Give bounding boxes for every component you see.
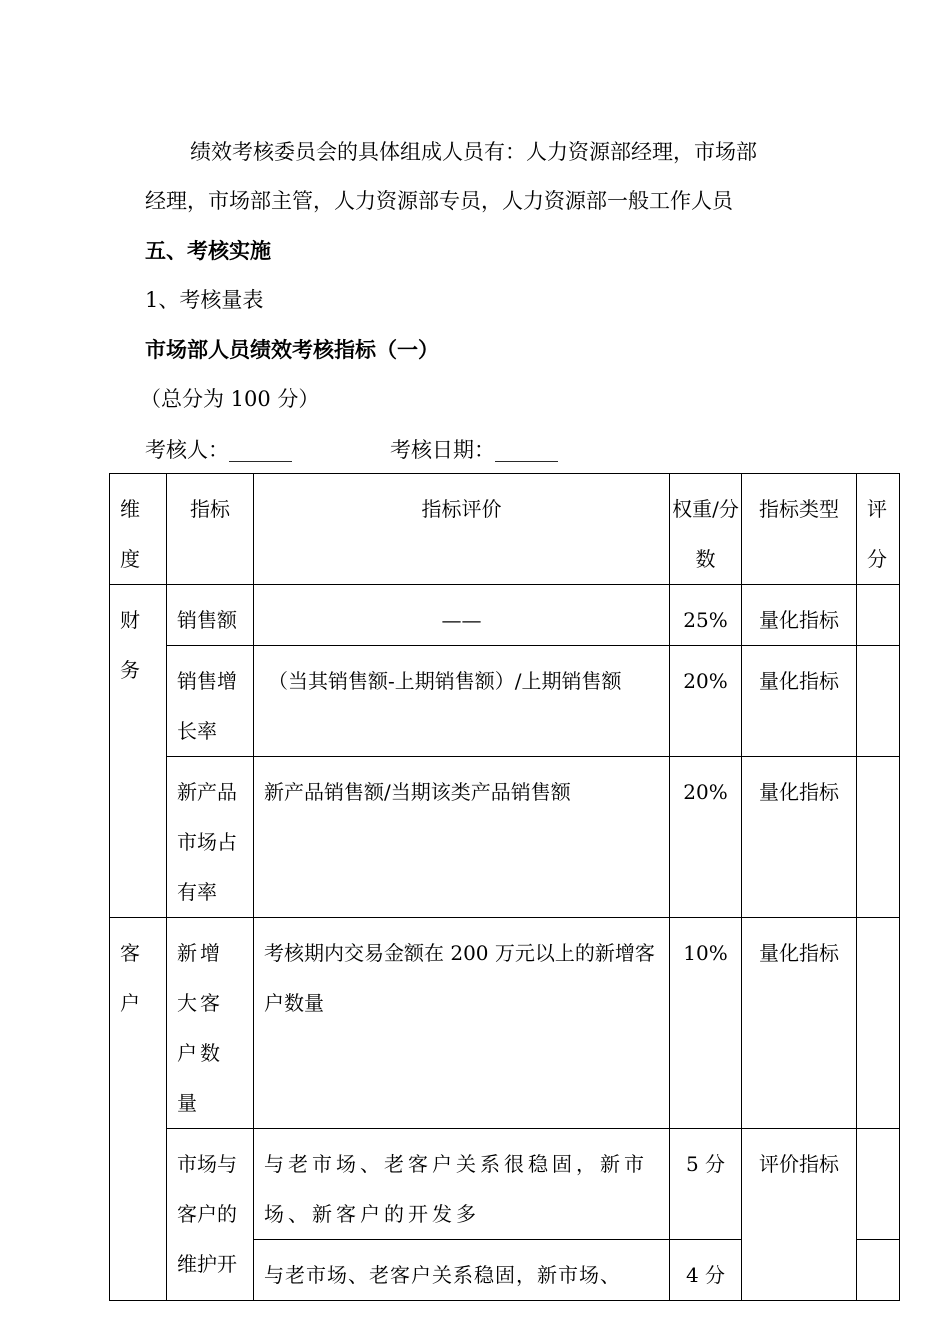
weight-cell: 25% <box>670 585 742 646</box>
type-cell: 量化指标 <box>742 918 857 1129</box>
type-cell: 量化指标 <box>742 585 857 646</box>
evaluation-cell: （当其销售额-上期销售额）/上期销售额 <box>254 646 670 757</box>
header-type: 指标类型 <box>742 474 857 585</box>
table-header-row <box>110 474 900 585</box>
indicator-cell: 销售增长率 <box>167 646 254 757</box>
weight-cell: 10% <box>670 918 742 1129</box>
table-title: 市场部人员绩效考核指标（一） <box>145 338 439 362</box>
table-row <box>110 918 900 1129</box>
kpi-table <box>109 473 900 1301</box>
type-cell: 量化指标 <box>742 757 857 918</box>
evaluation-cell: 与老市场、老客户关系稳固，新市场、 <box>254 1240 670 1301</box>
table-row <box>110 757 900 918</box>
dimension-customer: 客户 <box>110 918 167 1301</box>
type-cell: 量化指标 <box>742 646 857 757</box>
table-row <box>110 1129 900 1240</box>
indicator-cell: 市场与客户的维护开 <box>167 1129 254 1301</box>
indicator-cell: 新产品市场占有率 <box>167 757 254 918</box>
header-indicator: 指标 <box>167 474 254 585</box>
weight-cell: 4 分 <box>670 1240 742 1301</box>
total-score-note: （总分为 100 分） <box>140 387 320 411</box>
weight-cell: 5 分 <box>670 1129 742 1240</box>
score-cell[interactable] <box>857 646 900 757</box>
subsection-heading: 1、考核量表 <box>145 288 264 312</box>
evaluation-cell: —— <box>254 585 670 646</box>
evaluation-cell: 与老市场、老客户关系很稳固，新市场、新客户的开发多 <box>254 1129 670 1240</box>
score-cell[interactable] <box>857 757 900 918</box>
score-cell[interactable] <box>857 918 900 1129</box>
indicator-cell: 销售额 <box>167 585 254 646</box>
evaluation-cell: 新产品销售额/当期该类产品销售额 <box>254 757 670 918</box>
intro-line-1: 绩效考核委员会的具体组成人员有：人力资源部经理，市场部 <box>190 140 757 164</box>
type-cell: 评价指标 <box>742 1129 857 1301</box>
dimension-finance: 财务 <box>110 585 167 918</box>
intro-line-2: 经理，市场部主管，人力资源部专员，人力资源部一般工作人员 <box>145 189 733 213</box>
header-score: 评分 <box>857 474 900 585</box>
indicator-cell: 新增大客户数量 <box>167 918 254 1129</box>
score-cell[interactable] <box>857 585 900 646</box>
header-dimension: 维度 <box>110 474 167 585</box>
score-cell[interactable] <box>857 1240 900 1301</box>
assessor-label: 考核人：______ <box>145 438 292 462</box>
weight-cell: 20% <box>670 646 742 757</box>
evaluation-cell: 考核期内交易金额在 200 万元以上的新增客户数量 <box>254 918 670 1129</box>
section-heading: 五、考核实施 <box>145 239 271 263</box>
score-cell[interactable] <box>857 1129 900 1240</box>
header-evaluation: 指标评价 <box>254 474 670 585</box>
table-row <box>110 585 900 646</box>
header-weight: 权重/分数 <box>670 474 742 585</box>
weight-cell: 20% <box>670 757 742 918</box>
table-row <box>110 646 900 757</box>
date-label: 考核日期：______ <box>390 438 558 462</box>
